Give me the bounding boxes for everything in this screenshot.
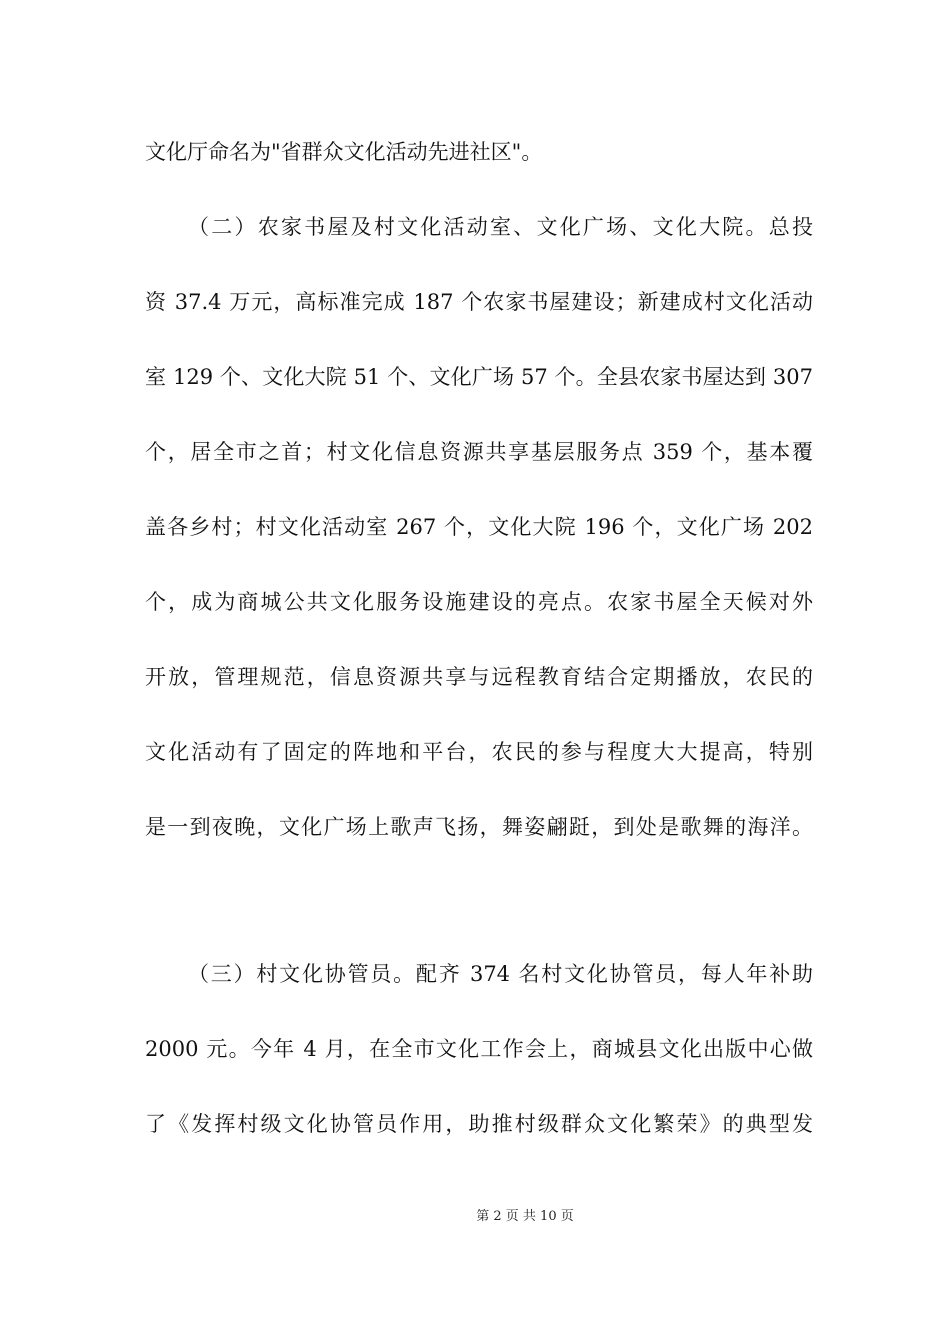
text-line-11: （三）村文化协管员。配齐 374 名村文化协管员，每人年补助 <box>188 962 813 986</box>
text-line-6: 盖各乡村；村文化活动室 267 个，文化大院 196 个，文化广场 202 <box>145 515 813 539</box>
text-line-9: 文化活动有了固定的阵地和平台，农民的参与程度大大提高，特别 <box>145 740 813 764</box>
text-line-7: 个，成为商城公共文化服务设施建设的亮点。农家书屋全天候对外 <box>145 590 813 614</box>
page-number-footer: 第 2 页 共 10 页 <box>476 1209 574 1224</box>
text-line-8: 开放，管理规范，信息资源共享与远程教育结合定期播放，农民的 <box>145 665 813 689</box>
text-line-12: 2000 元。今年 4 月，在全市文化工作会上，商城县文化出版中心做 <box>145 1037 813 1061</box>
text-line-3: 资 37.4 万元，高标准完成 187 个农家书屋建设；新建成村文化活动 <box>145 290 813 314</box>
text-line-10: 是一到夜晚，文化广场上歌声飞扬，舞姿翩跹，到处是歌舞的海洋。 <box>145 815 813 839</box>
text-line-13: 了《发挥村级文化协管员作用，助推村级群众文化繁荣》的典型发 <box>145 1112 813 1136</box>
text-line-2: （二）农家书屋及村文化活动室、文化广场、文化大院。总投 <box>188 215 813 239</box>
text-line-1: 文化厅命名为"省群众文化活动先进社区"。 <box>145 140 543 164</box>
text-line-4: 室 129 个、文化大院 51 个、文化广场 57 个。全县农家书屋达到 307 <box>145 365 813 389</box>
text-line-5: 个，居全市之首；村文化信息资源共享基层服务点 359 个，基本覆 <box>145 440 813 464</box>
